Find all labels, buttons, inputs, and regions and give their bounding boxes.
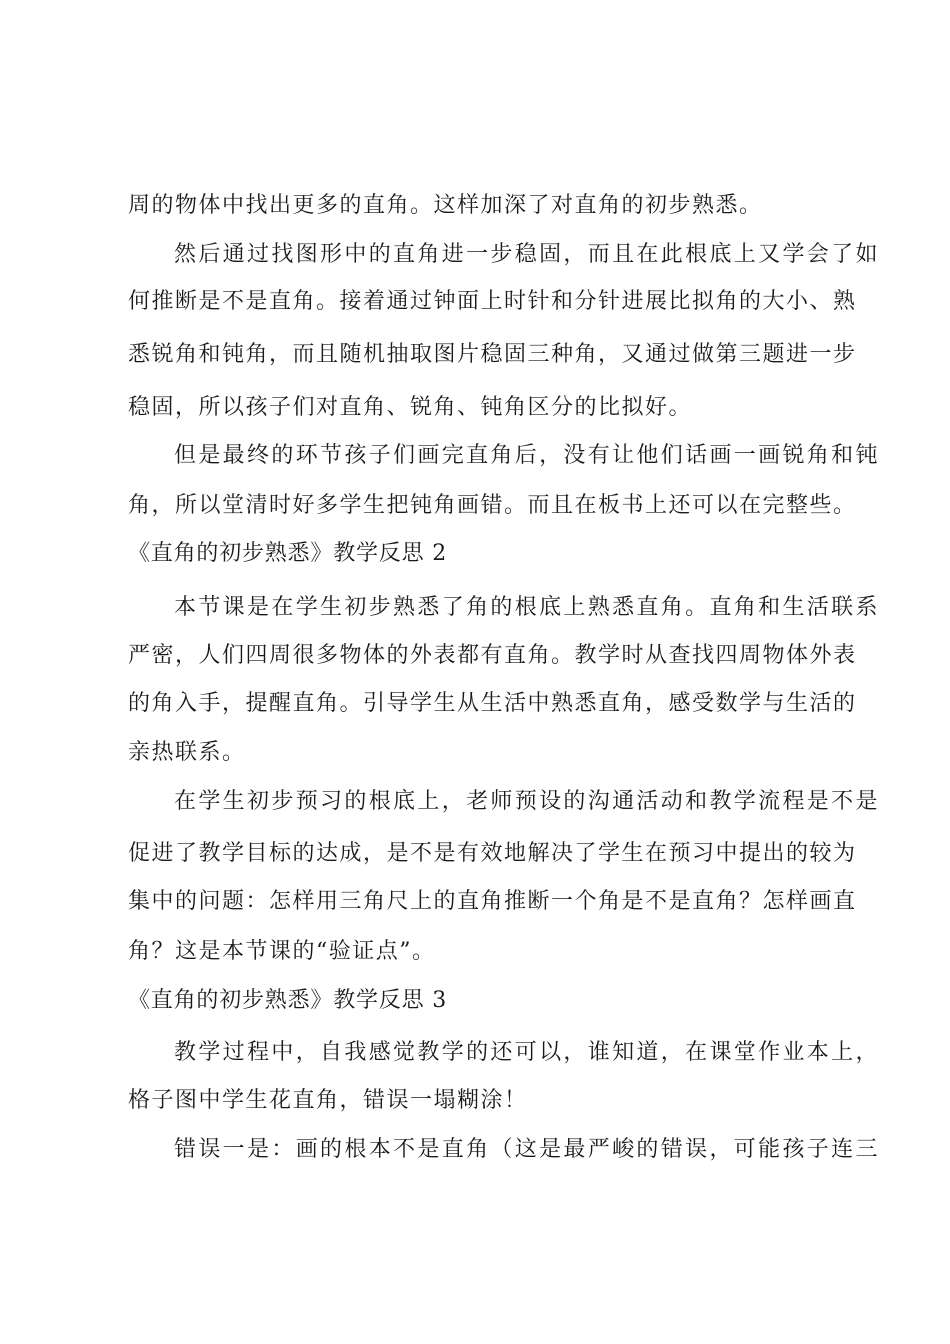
paragraph-first-line: 在学生初步预习的根底上，老师预设的沟通活动和教学流程是不是 — [174, 789, 879, 814]
section-heading: 《直角的初步熟悉》教学反思 2 — [128, 541, 447, 566]
paragraph-first-line: 然后通过找图形中的直角进一步稳固，而且在此根底上又学会了如 — [174, 242, 879, 267]
paragraph-first-line: 教学过程中，自我感觉教学的还可以，谁知道，在课堂作业本上， — [174, 1040, 879, 1065]
paragraph-first-line: 错误一是：画的根本不是直角（这是最严峻的错误，可能孩子连三 — [174, 1137, 879, 1162]
text-line: 悉锐角和钝角，而且随机抽取图片稳固三种角，又通过做第三题进一步 — [128, 342, 857, 367]
text-line: 角？这是本节课的“验证点”。 — [128, 939, 436, 964]
text-line: 的角入手，提醒直角。引导学生从生活中熟悉直角，感受数学与生活的 — [128, 691, 857, 716]
paragraph-first-line: 但是最终的环节孩子们画完直角后，没有让他们话画一画锐角和钝 — [174, 443, 879, 468]
section-heading: 《直角的初步熟悉》教学反思 3 — [128, 988, 447, 1013]
text-line: 格子图中学生花直角，错误一塌糊涂！ — [128, 1088, 528, 1113]
text-line: 促进了教学目标的达成，是不是有效地解决了学生在预习中提出的较为 — [128, 841, 857, 866]
text-line: 稳固，所以孩子们对直角、锐角、钝角区分的比拟好。 — [128, 395, 693, 420]
text-line: 角，所以堂清时好多学生把钝角画错。而且在板书上还可以在完整些。 — [128, 493, 857, 518]
text-line: 周的物体中找出更多的直角。这样加深了对直角的初步熟悉。 — [128, 193, 763, 218]
paragraph-first-line: 本节课是在学生初步熟悉了角的根底上熟悉直角。直角和生活联系 — [174, 595, 879, 620]
text-line: 亲热联系。 — [128, 740, 246, 765]
text-line: 何推断是不是直角。接着通过钟面上时针和分针进展比拟角的大小、熟 — [128, 289, 857, 314]
text-line: 集中的问题：怎样用三角尺上的直角推断一个角是不是直角？怎样画直 — [128, 889, 857, 914]
text-line: 严密，人们四周很多物体的外表都有直角。教学时从查找四周物体外表 — [128, 643, 857, 668]
